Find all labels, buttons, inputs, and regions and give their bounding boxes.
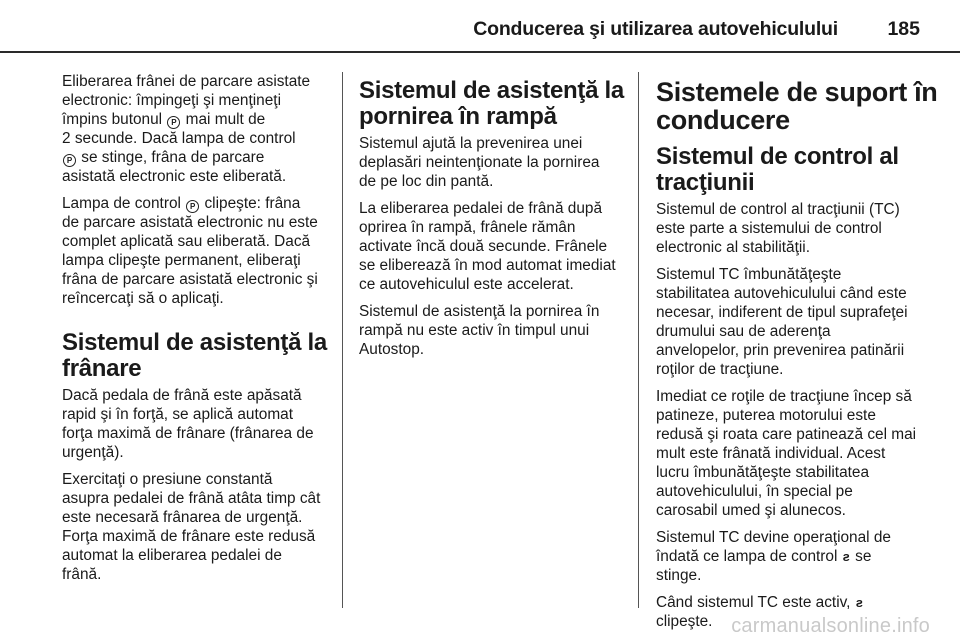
column-1 (62, 72, 330, 592)
paragraph-tc-3: Imediat ce roţile de tracţiune încep să patineze, puterea motorului este redusă şi roata care patinează cel mai mult este frânată individual. Acest lucru îmbunătăţeşte stabilitatea autovehiculului, în special pe carosabil umed şi alunecos. (656, 388, 917, 519)
heading-traction-control: Sistemul de control al tracţiunii (656, 143, 899, 196)
paragraph-hill-start-1: Sistemul ajută la prevenirea unei deplasări neintenţionate la pornirea de pe loc din pantă. (359, 135, 600, 190)
parking-brake-icon: P (186, 200, 199, 213)
paragraph-brake-assist-2: Exercitaţi o presiune constantă asupra pedalei de frână atâta timp cât este necesară frânarea de urgenţă. Forţa maximă de frânare este redusă automat la eliberarea pedalei de frână. (62, 471, 321, 583)
column-divider-1 (342, 72, 343, 608)
paragraph-hill-start-3: Sistemul de asistenţă la pornirea în rampă nu este activ în timpul unui Autostop. (359, 303, 600, 358)
paragraph-hill-start-2: La eliberarea pedalei de frână după oprirea în rampă, frânele rămân activate încă două secunde. Frânele se eliberează în mod automat imediat ce autovehiculul este accelerat. (359, 200, 616, 293)
column-divider-2 (638, 72, 639, 608)
traction-control-icon: ƨ (842, 549, 850, 564)
page-number: 185 (887, 18, 920, 40)
heading-driver-support-systems: Sistemele de suport în conducere (656, 77, 938, 135)
paragraph-brake-assist-1: Dacă pedala de frână este apăsată rapid şi în forţă, se aplică automat forţa maximă de frânare (frânarea de urgenţă). (62, 387, 314, 461)
parking-brake-icon: P (167, 116, 180, 129)
column-2 (359, 78, 628, 367)
heading-hill-start-assist: Sistemul de asistenţă la pornirea în rampă (359, 77, 624, 130)
column-3 (656, 77, 938, 639)
paragraph-release-parking-brake: Eliberarea frânei de parcare asistate electronic: împingeţi şi menţineţi împins butonul P mai mult de 2 secunde. Dacă lampa de control P se stinge, frâna de parcare asistată electronic este eliberată. (62, 73, 311, 185)
paragraph-control-lamp-flashing: Lampa de control P clipeşte: frâna de parcare asistată electronic nu este complet aplicată sau eliberată. Dacă lampa clipeşte permanent, eliberaţi frâna de parcare asistată electronic şi reîncercaţi să o aplicaţi. (62, 195, 318, 307)
traction-control-icon: ƨ (855, 595, 863, 610)
paragraph-tc-4: Sistemul TC devine operaţional de îndată ce lampa de control ƨ se stinge. (656, 529, 891, 584)
paragraph-tc-5: Când sistemul TC este activ, ƨ clipeşte. (656, 594, 863, 630)
paragraph-tc-1: Sistemul de control al tracţiunii (TC) este parte a sistemului de control electronic al stabilităţii. (656, 201, 900, 256)
paragraph-tc-2: Sistemul TC îmbunătăţeşte stabilitatea autovehiculului când este necesar, indiferent de tipul suprafeţei drumului sau de aderenţa anvelopelor, prin prevenirea patinării roţilor de tracţiune. (656, 266, 908, 378)
chapter-title: Conducerea şi utilizarea autovehiculului (473, 18, 838, 40)
page-header (0, 14, 960, 50)
header-divider (0, 51, 960, 53)
parking-brake-icon: P (63, 154, 76, 167)
heading-brake-assist: Sistemul de asistenţă la frânare (62, 329, 327, 382)
watermark: carmanualsonline.info (731, 615, 930, 637)
